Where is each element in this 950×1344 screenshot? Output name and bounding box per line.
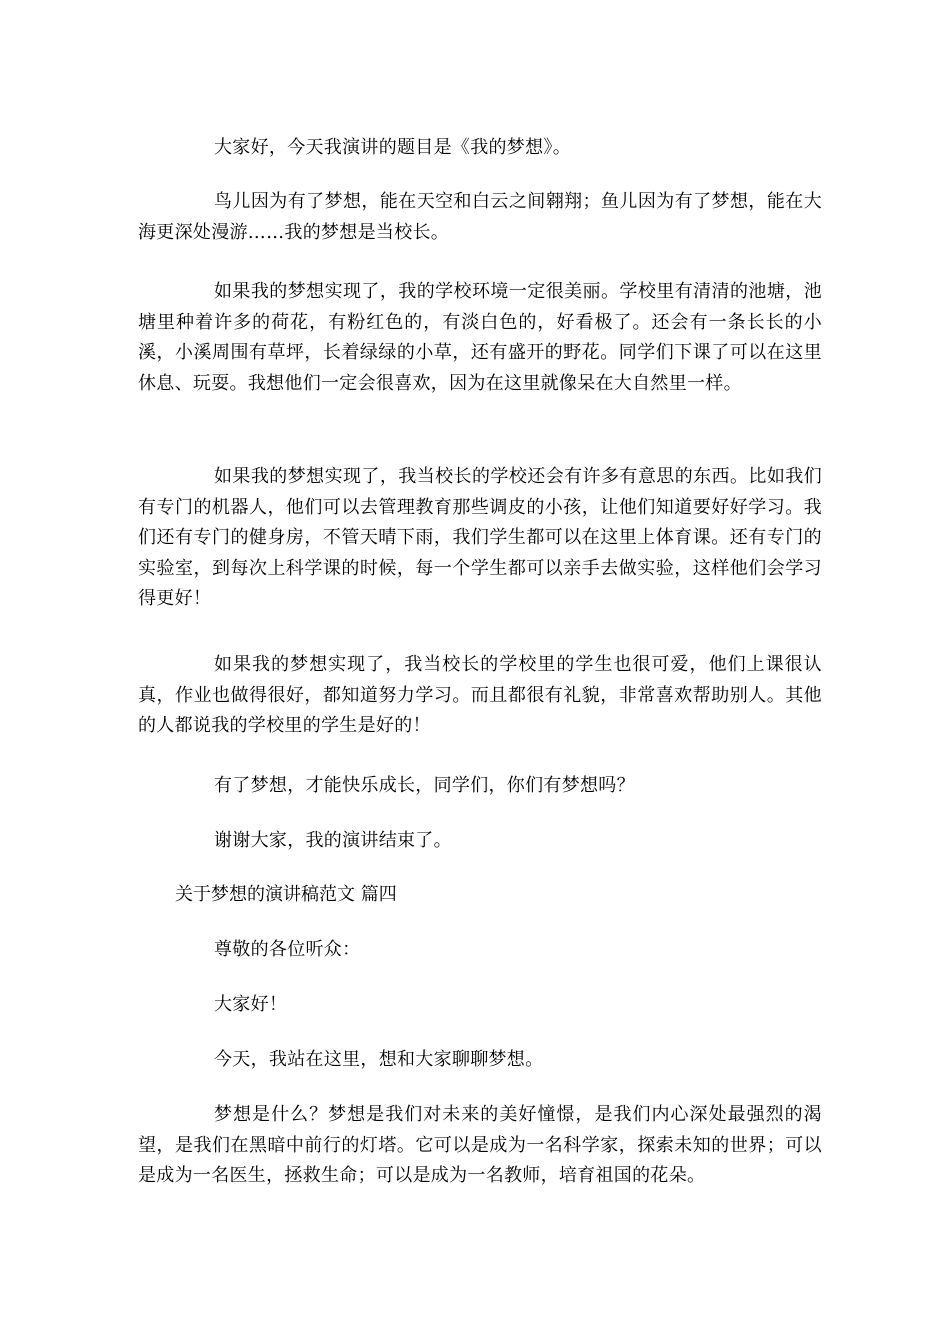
paragraph-school-environment: 如果我的梦想实现了，我的学校环境一定很美丽。学校里有清清的池塘，池塘里种着许多的荷花，有粉红色的，有淡白色的，好看极了。还会有一条长长的小溪，小溪周围有草坪，长着绿绿的小草，还有盛开的野花。同学们下课了可以在这里休息、玩耍。我想他们一定会很喜欢，因为在这里就像呆在大自然里一样。 [138,281,822,394]
paragraph-thanks: 谢谢大家，我的演讲结束了。 [214,830,452,851]
paragraph-hello: 大家好！ [214,994,288,1015]
paragraph-intro: 今天，我站在这里，想和大家聊聊梦想。 [214,1049,544,1070]
paragraph-students: 如果我的梦想实现了，我当校长的学校里的学生也很可爱，他们上课很认真，作业也做得很好，都知道努力学习。而且都很有礼貌，非常喜欢帮助别人。其他的人都说我的学校里的学生是好的！ [138,654,822,736]
paragraph-school-facilities: 如果我的梦想实现了，我当校长的学校还会有许多有意思的东西。比如我们有专门的机器人，他们可以去管理教育那些调皮的小孩，让他们知道要好好学习。我们还有专门的健身房，不管天晴下雨，我们学生都可以在这里上体育课。还有专门的实验室，到每次上科学课的时候，每一个学生都可以亲手去做实验，这样他们会学习得更好！ [138,466,822,609]
paragraph-birds-fish: 鸟儿因为有了梦想，能在天空和白云之间翱翔；鱼儿因为有了梦想，能在大海更深处漫游……我的梦想是当校长。 [138,191,822,243]
paragraph-what-is-dream: 梦想是什么？梦想是我们对未来的美好憧憬，是我们内心深处最强烈的渴望，是我们在黑暗中前行的灯塔。它可以是成为一名科学家，探索未知的世界；可以是成为一名医生，拯救生命；可以是成为一名教师，培育祖国的花朵。 [138,1104,822,1186]
paragraph-greeting: 大家好，今天我演讲的题目是《我的梦想》。 [214,137,571,158]
paragraph-salutation: 尊敬的各位听众： [214,939,361,960]
section-heading: 关于梦想的演讲稿范文 篇四 [175,884,397,905]
paragraph-question: 有了梦想，才能快乐成长，同学们，你们有梦想吗？ [214,775,635,796]
